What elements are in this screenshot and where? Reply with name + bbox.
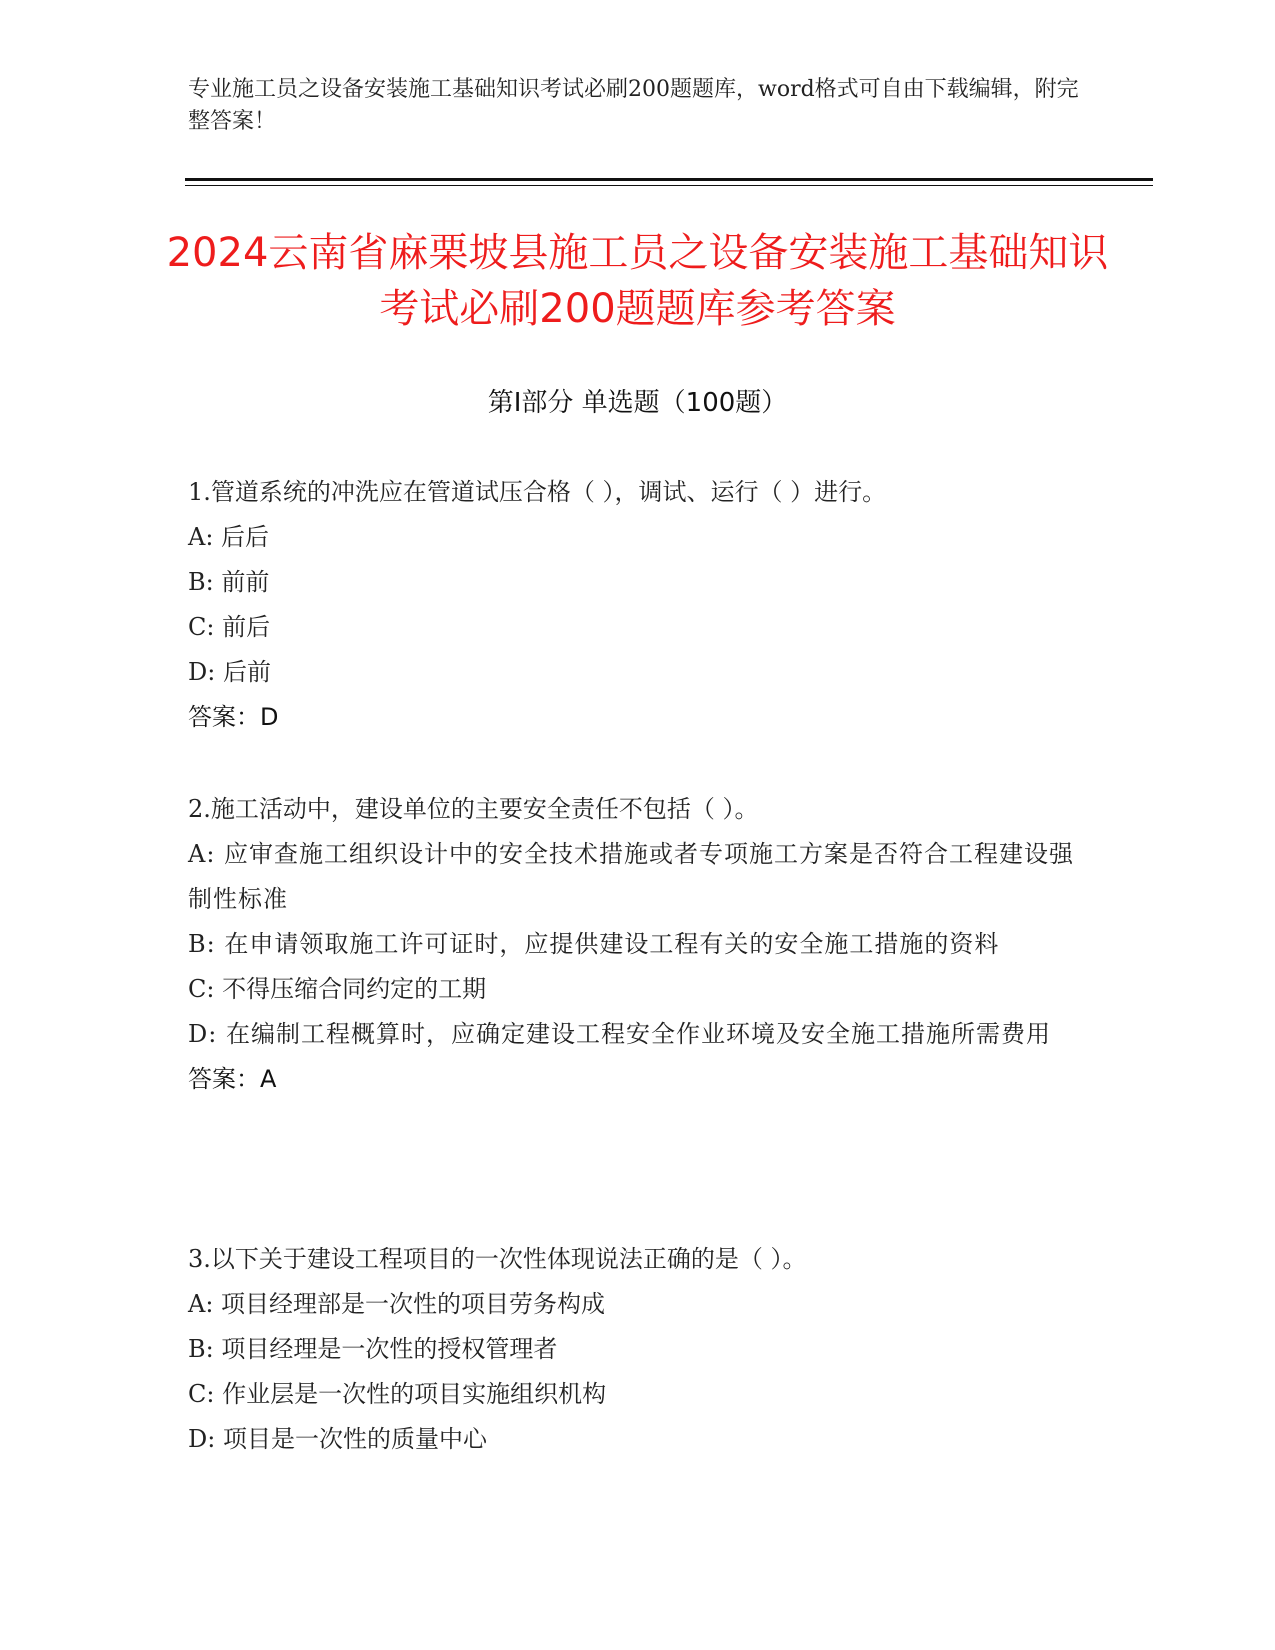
option-a: A: 项目经理部是一次性的项目劳务构成 xyxy=(188,1290,606,1318)
option-d: D: 项目是一次性的质量中心 xyxy=(188,1425,487,1453)
question-stem: 1.管道系统的冲洗应在管道试压合格（ ），调试、运行（ ）进行。 xyxy=(188,478,887,506)
question-3 xyxy=(188,1237,1078,1462)
document-title: 2024云南省麻栗坡县施工员之设备安装施工基础知识考试必刷200题题库参考答案 xyxy=(166,230,1109,332)
answer-line: 答案：D xyxy=(188,703,279,731)
question-stem: 2.施工活动中，建设单位的主要安全责任不包括（ ）。 xyxy=(188,795,759,823)
header-note: 专业施工员之设备安装施工基础知识考试必刷200题题库，word格式可自由下载编辑，附完整答案！ xyxy=(188,77,1079,134)
question-stem: 3.以下关于建设工程项目的一次性体现说法正确的是（ ）。 xyxy=(188,1245,807,1273)
option-d: D: 后前 xyxy=(188,658,271,686)
option-b: B: 前前 xyxy=(188,568,270,596)
answer-line: 答案：A xyxy=(188,1065,277,1093)
question-1 xyxy=(188,470,1078,740)
question-2 xyxy=(188,787,1078,1102)
option-d: D: 在编制工程概算时，应确定建设工程安全作业环境及安全施工措施所需费用 xyxy=(188,1020,1051,1048)
option-c: C: 作业层是一次性的项目实施组织机构 xyxy=(188,1380,607,1408)
section-heading: 第Ⅰ部分 单选题（100题） xyxy=(487,388,788,418)
option-c: C: 前后 xyxy=(188,613,271,641)
option-b: B: 项目经理是一次性的授权管理者 xyxy=(188,1335,558,1363)
option-a: A: 应审查施工组织设计中的安全技术措施或者专项施工方案是否符合工程建设强制性标准 xyxy=(188,840,1075,913)
option-c: C: 不得压缩合同约定的工期 xyxy=(188,975,487,1003)
header-divider-thick xyxy=(185,178,1153,181)
option-a: A: 后后 xyxy=(188,523,270,551)
option-b: B: 在申请领取施工许可证时，应提供建设工程有关的安全施工措施的资料 xyxy=(188,930,1000,958)
header-divider-thin xyxy=(185,185,1153,186)
